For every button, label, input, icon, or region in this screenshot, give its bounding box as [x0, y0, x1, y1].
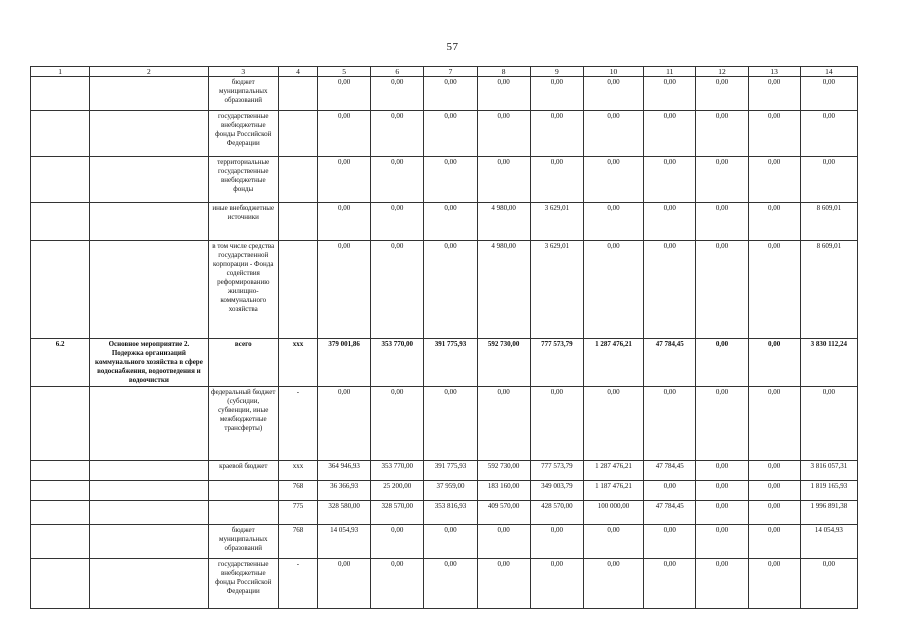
code-cell — [278, 157, 317, 203]
value-cell: 409 570,00 — [477, 501, 530, 525]
value-cell: 0,00 — [424, 559, 477, 609]
value-cell: 391 775,93 — [424, 339, 477, 387]
value-cell: 0,00 — [696, 203, 748, 241]
value-cell: 4 980,00 — [477, 203, 530, 241]
value-cell: 0,00 — [748, 339, 800, 387]
value-cell: 0,00 — [371, 525, 424, 559]
value-cell: 0,00 — [583, 203, 643, 241]
value-cell: 0,00 — [696, 559, 748, 609]
column-header: 10 — [583, 67, 643, 77]
row-number-cell — [31, 501, 90, 525]
activity-name-cell — [90, 241, 208, 339]
row-number-cell: 6.2 — [31, 339, 90, 387]
value-cell: 8 609,01 — [800, 241, 857, 339]
value-cell: 0,00 — [748, 501, 800, 525]
column-header: 6 — [371, 67, 424, 77]
value-cell: 0,00 — [696, 241, 748, 339]
table-row — [31, 461, 858, 481]
column-header: 8 — [477, 67, 530, 77]
value-cell: 0,00 — [644, 387, 696, 461]
row-number-cell — [31, 203, 90, 241]
value-cell: 0,00 — [424, 203, 477, 241]
value-cell: 3 830 112,24 — [800, 339, 857, 387]
code-cell — [278, 77, 317, 111]
code-cell: - — [278, 559, 317, 609]
value-cell: 14 054,93 — [800, 525, 857, 559]
value-cell: 0,00 — [583, 387, 643, 461]
value-cell: 47 784,45 — [644, 501, 696, 525]
value-cell: 0,00 — [644, 525, 696, 559]
value-cell: 0,00 — [748, 525, 800, 559]
code-cell — [278, 241, 317, 339]
activity-name-cell — [90, 481, 208, 501]
value-cell: 0,00 — [800, 559, 857, 609]
value-cell: 592 730,00 — [477, 461, 530, 481]
row-number-cell — [31, 77, 90, 111]
table-row — [31, 525, 858, 559]
value-cell: 0,00 — [583, 559, 643, 609]
activity-name-cell — [90, 387, 208, 461]
value-cell: 0,00 — [424, 77, 477, 111]
value-cell: 0,00 — [800, 77, 857, 111]
value-cell: 0,00 — [530, 525, 583, 559]
value-cell: 0,00 — [748, 387, 800, 461]
value-cell: 0,00 — [371, 157, 424, 203]
value-cell: 8 609,01 — [800, 203, 857, 241]
activity-name-cell — [90, 501, 208, 525]
code-cell — [278, 203, 317, 241]
value-cell: 47 784,45 — [644, 461, 696, 481]
value-cell: 0,00 — [371, 387, 424, 461]
value-cell: 3 629,01 — [530, 203, 583, 241]
table-row — [31, 501, 858, 525]
code-cell: xxx — [278, 461, 317, 481]
value-cell: 0,00 — [583, 241, 643, 339]
table-row — [31, 203, 858, 241]
activity-name-cell — [90, 77, 208, 111]
value-cell: 0,00 — [371, 559, 424, 609]
value-cell: 0,00 — [424, 111, 477, 157]
value-cell: 0,00 — [371, 203, 424, 241]
value-cell: 0,00 — [696, 501, 748, 525]
value-cell: 391 775,93 — [424, 461, 477, 481]
column-header: 14 — [800, 67, 857, 77]
column-header: 1 — [31, 67, 90, 77]
value-cell: 0,00 — [477, 525, 530, 559]
value-cell: 0,00 — [318, 157, 371, 203]
value-cell: 0,00 — [748, 481, 800, 501]
value-cell: 1 287 476,21 — [583, 339, 643, 387]
value-cell: 0,00 — [477, 157, 530, 203]
value-cell: 0,00 — [748, 241, 800, 339]
activity-name-cell — [90, 111, 208, 157]
value-cell: 0,00 — [696, 157, 748, 203]
code-cell: 768 — [278, 481, 317, 501]
value-cell: 0,00 — [644, 241, 696, 339]
value-cell: 1 996 891,38 — [800, 501, 857, 525]
value-cell: 0,00 — [477, 77, 530, 111]
header-row — [31, 67, 858, 77]
value-cell: 0,00 — [530, 157, 583, 203]
funding-source-cell: государственные внебюджетные фонды Российской Федерации — [208, 111, 278, 157]
value-cell: 0,00 — [696, 339, 748, 387]
value-cell: 777 573,79 — [530, 461, 583, 481]
value-cell: 0,00 — [748, 157, 800, 203]
value-cell: 0,00 — [477, 387, 530, 461]
code-cell: 768 — [278, 525, 317, 559]
funding-source-cell — [208, 501, 278, 525]
value-cell: 0,00 — [424, 241, 477, 339]
funding-source-cell: иные внебюджетные источники — [208, 203, 278, 241]
activity-name-cell — [90, 157, 208, 203]
value-cell: 4 980,00 — [477, 241, 530, 339]
table-row — [31, 339, 858, 387]
value-cell: 0,00 — [644, 559, 696, 609]
value-cell: 0,00 — [644, 157, 696, 203]
row-number-cell — [31, 241, 90, 339]
value-cell: 0,00 — [477, 559, 530, 609]
value-cell: 3 629,01 — [530, 241, 583, 339]
value-cell: 0,00 — [644, 481, 696, 501]
value-cell: 0,00 — [318, 241, 371, 339]
value-cell: 0,00 — [424, 157, 477, 203]
table-row — [31, 481, 858, 501]
value-cell: 25 200,00 — [371, 481, 424, 501]
value-cell: 379 001,86 — [318, 339, 371, 387]
value-cell: 0,00 — [318, 559, 371, 609]
value-cell: 0,00 — [644, 77, 696, 111]
code-cell: - — [278, 387, 317, 461]
value-cell: 0,00 — [424, 387, 477, 461]
value-cell: 14 054,93 — [318, 525, 371, 559]
value-cell: 777 573,79 — [530, 339, 583, 387]
funding-source-cell — [208, 481, 278, 501]
value-cell: 0,00 — [748, 111, 800, 157]
value-cell: 0,00 — [696, 481, 748, 501]
funding-source-cell: бюджет муниципальных образований — [208, 77, 278, 111]
value-cell: 47 784,45 — [644, 339, 696, 387]
column-header: 11 — [644, 67, 696, 77]
value-cell: 0,00 — [800, 387, 857, 461]
table-row — [31, 157, 858, 203]
value-cell: 328 580,00 — [318, 501, 371, 525]
value-cell: 353 816,93 — [424, 501, 477, 525]
activity-name-cell — [90, 203, 208, 241]
value-cell: 37 959,00 — [424, 481, 477, 501]
funding-source-cell: всего — [208, 339, 278, 387]
activity-name-cell — [90, 525, 208, 559]
value-cell: 1 287 476,21 — [583, 461, 643, 481]
value-cell: 0,00 — [696, 111, 748, 157]
column-header: 2 — [90, 67, 208, 77]
value-cell: 0,00 — [318, 111, 371, 157]
funding-source-cell: бюджет муниципальных образований — [208, 525, 278, 559]
column-header: 3 — [208, 67, 278, 77]
row-number-cell — [31, 461, 90, 481]
value-cell: 0,00 — [371, 241, 424, 339]
row-number-cell — [31, 157, 90, 203]
value-cell: 0,00 — [318, 203, 371, 241]
value-cell: 428 570,00 — [530, 501, 583, 525]
funding-source-cell: федеральный бюджет (субсидии, субвенции, иные межбюджетные трансферты) — [208, 387, 278, 461]
value-cell: 0,00 — [748, 203, 800, 241]
value-cell: 0,00 — [371, 77, 424, 111]
column-header: 5 — [318, 67, 371, 77]
value-cell: 0,00 — [748, 559, 800, 609]
value-cell: 0,00 — [530, 111, 583, 157]
column-header: 13 — [748, 67, 800, 77]
code-cell: xxx — [278, 339, 317, 387]
row-number-cell — [31, 387, 90, 461]
funding-source-cell: территориальные государственные внебюджетные фонды — [208, 157, 278, 203]
budget-table — [30, 66, 858, 609]
table-row — [31, 387, 858, 461]
table-row — [31, 559, 858, 609]
value-cell: 0,00 — [318, 387, 371, 461]
value-cell: 353 770,00 — [371, 461, 424, 481]
value-cell: 0,00 — [748, 461, 800, 481]
value-cell: 0,00 — [424, 525, 477, 559]
activity-name-cell: Основное мероприятие 2. Подержка организаций коммунального хозяйства в сфере водоснабжения, водоотведения и водоочистки — [90, 339, 208, 387]
value-cell: 328 570,00 — [371, 501, 424, 525]
value-cell: 0,00 — [800, 157, 857, 203]
value-cell: 183 160,00 — [477, 481, 530, 501]
value-cell: 0,00 — [583, 157, 643, 203]
value-cell: 592 730,00 — [477, 339, 530, 387]
column-header: 9 — [530, 67, 583, 77]
value-cell: 0,00 — [644, 111, 696, 157]
value-cell: 1 819 165,93 — [800, 481, 857, 501]
activity-name-cell — [90, 559, 208, 609]
row-number-cell — [31, 481, 90, 501]
table-body — [31, 67, 858, 609]
value-cell: 0,00 — [583, 111, 643, 157]
value-cell: 364 946,93 — [318, 461, 371, 481]
value-cell: 0,00 — [530, 77, 583, 111]
funding-source-cell: государственные внебюджетные фонды Российской Федерации — [208, 559, 278, 609]
code-cell: 775 — [278, 501, 317, 525]
value-cell: 0,00 — [800, 111, 857, 157]
value-cell: 0,00 — [696, 525, 748, 559]
value-cell: 1 187 476,21 — [583, 481, 643, 501]
table-row — [31, 111, 858, 157]
column-header: 12 — [696, 67, 748, 77]
value-cell: 0,00 — [644, 203, 696, 241]
row-number-cell — [31, 559, 90, 609]
page-number: 57 — [446, 41, 459, 53]
column-header: 7 — [424, 67, 477, 77]
value-cell: 353 770,00 — [371, 339, 424, 387]
table-row — [31, 77, 858, 111]
code-cell — [278, 111, 317, 157]
value-cell: 3 816 057,31 — [800, 461, 857, 481]
value-cell: 0,00 — [477, 111, 530, 157]
value-cell: 0,00 — [318, 77, 371, 111]
funding-source-cell: в том числе средства государственной корпорации - Фонда содействия реформированию жилищно-коммунального хозяйства — [208, 241, 278, 339]
value-cell: 349 003,79 — [530, 481, 583, 501]
row-number-cell — [31, 525, 90, 559]
table-row — [31, 241, 858, 339]
value-cell: 0,00 — [530, 387, 583, 461]
value-cell: 0,00 — [583, 77, 643, 111]
value-cell: 0,00 — [530, 559, 583, 609]
value-cell: 0,00 — [748, 77, 800, 111]
funding-source-cell: краевой бюджет — [208, 461, 278, 481]
column-header: 4 — [278, 67, 317, 77]
value-cell: 0,00 — [371, 111, 424, 157]
value-cell: 100 000,00 — [583, 501, 643, 525]
value-cell: 0,00 — [696, 77, 748, 111]
value-cell: 0,00 — [696, 461, 748, 481]
row-number-cell — [31, 111, 90, 157]
activity-name-cell — [90, 461, 208, 481]
value-cell: 0,00 — [583, 525, 643, 559]
value-cell: 36 366,93 — [318, 481, 371, 501]
value-cell: 0,00 — [696, 387, 748, 461]
